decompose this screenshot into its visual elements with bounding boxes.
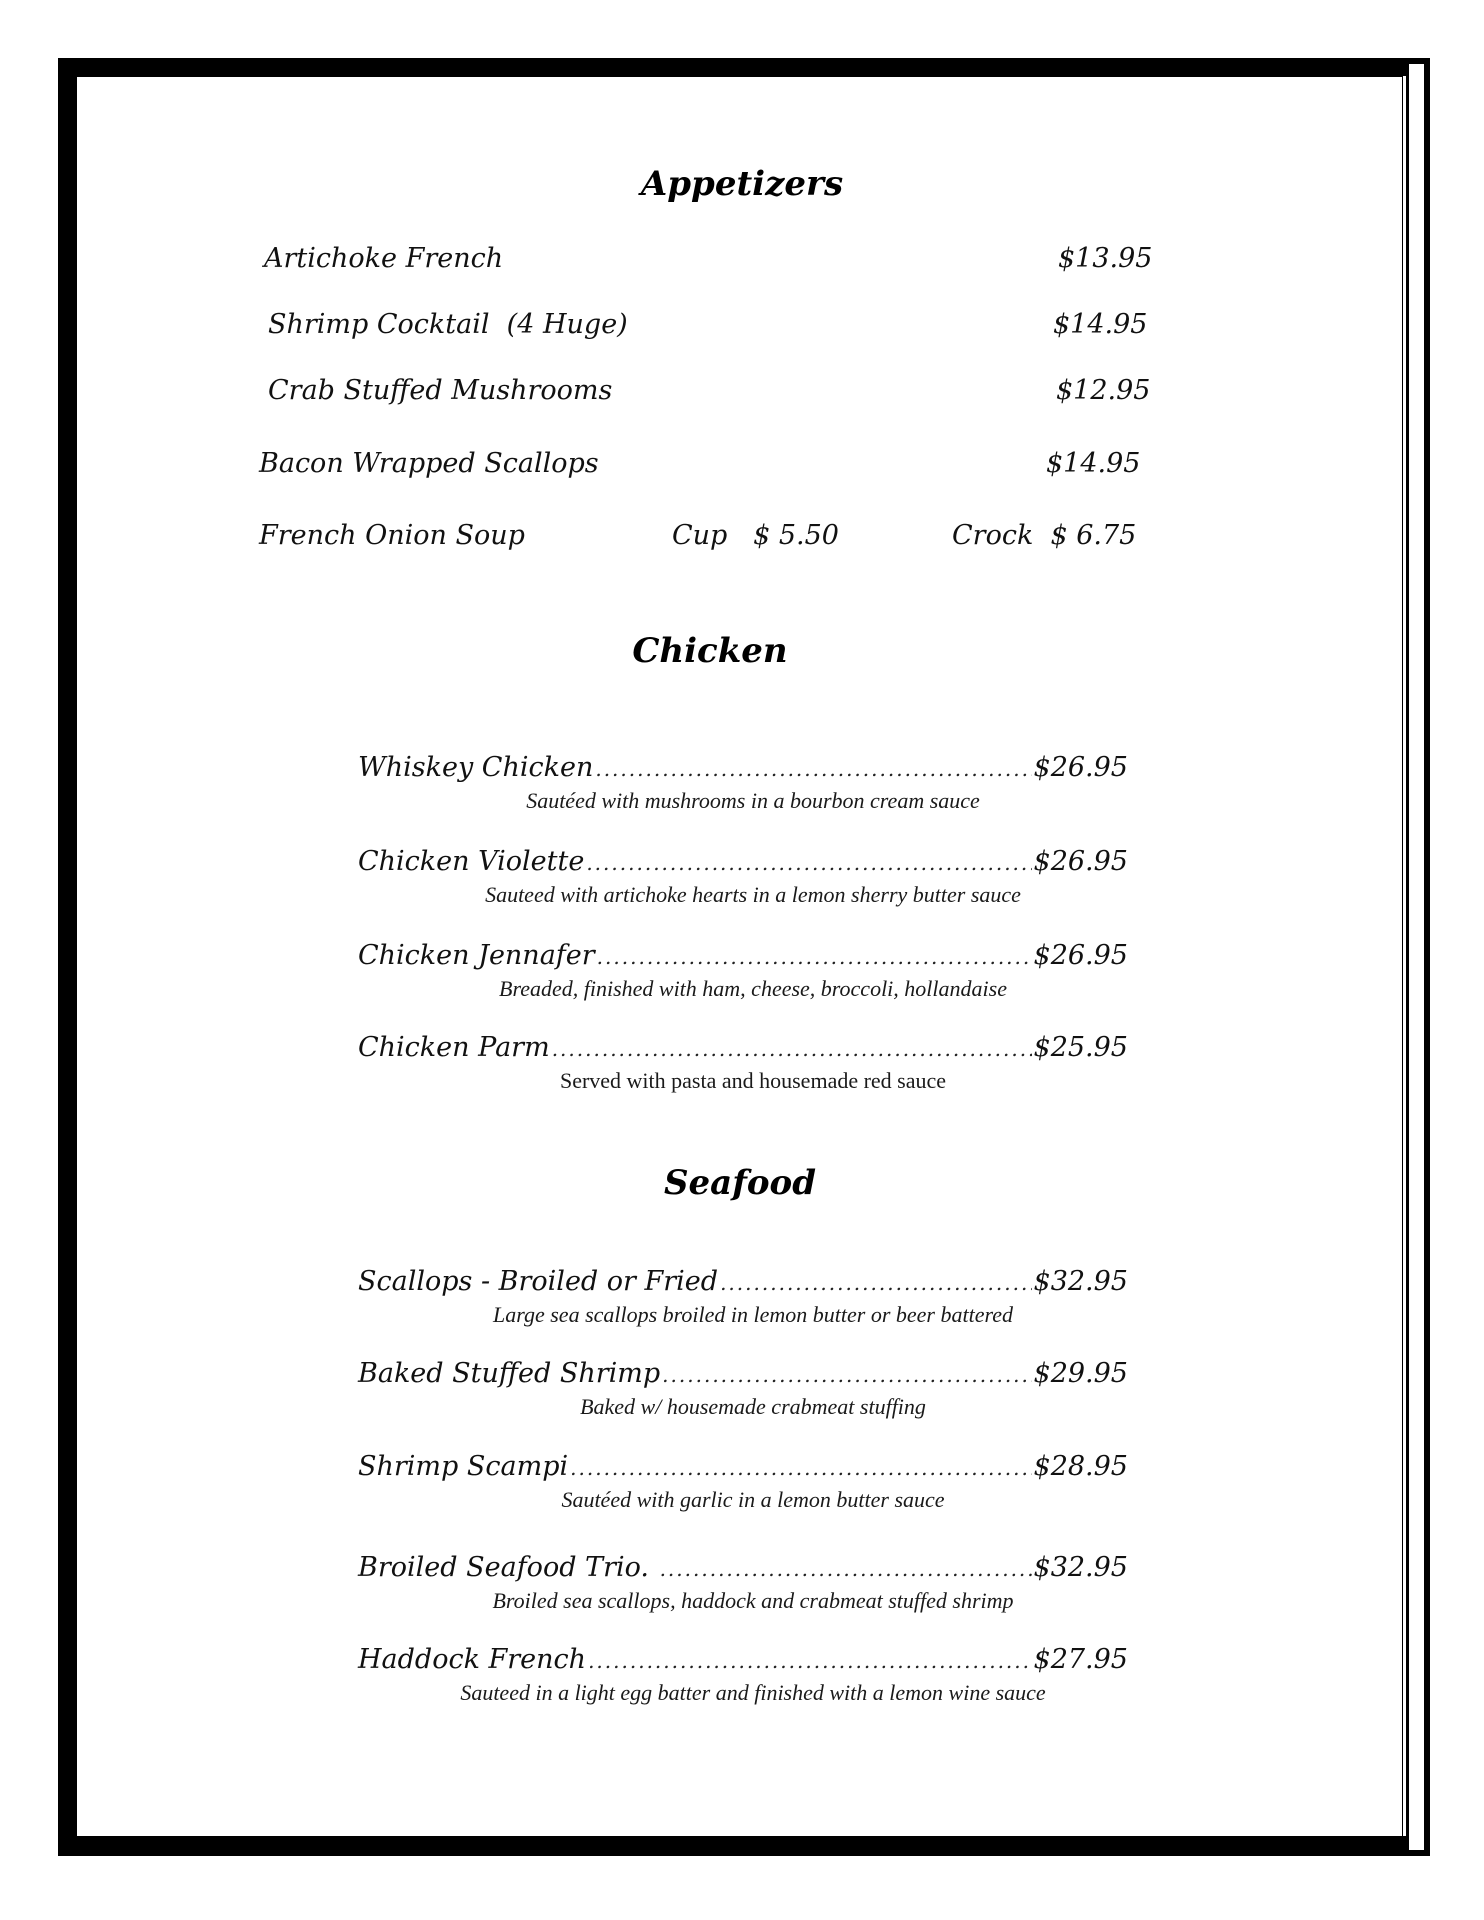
appetizer-name: Artichoke French — [264, 243, 504, 274]
dish-price: $32.95 — [1033, 1552, 1128, 1583]
dish-description: Breaded, finished with ham, cheese, broccoli, hollandaise — [499, 976, 1007, 1001]
dish-price: $29.95 — [1033, 1358, 1128, 1389]
dish-description: Broiled sea scallops, haddock and crabmeat stuffed shrimp — [492, 1588, 1014, 1613]
dot-leader — [588, 1649, 1031, 1673]
chicken-item — [358, 940, 1128, 1002]
dish-price: $28.95 — [1033, 1451, 1128, 1482]
dot-leader — [720, 1271, 1031, 1295]
seafood-item — [358, 1552, 1128, 1614]
dot-leader — [660, 1557, 1032, 1581]
dish-price: $27.95 — [1033, 1644, 1128, 1675]
dot-leader — [570, 1456, 1031, 1480]
seafood-item — [358, 1358, 1128, 1420]
seafood-item — [358, 1266, 1128, 1328]
dish-price: $32.95 — [1033, 1266, 1128, 1297]
dish-description: Sauteed with artichoke hearts in a lemon sherry butter sauce — [485, 882, 1021, 907]
dish-name: Shrimp Scampi — [358, 1451, 569, 1482]
dish-price: $26.95 — [1033, 940, 1128, 971]
dish-name: Chicken Violette — [358, 846, 585, 877]
dish-description: Sautéed with mushrooms in a bourbon cream sauce — [526, 788, 980, 813]
soup-name: French Onion Soup — [259, 520, 525, 551]
dot-leader — [595, 757, 1031, 781]
dish-name: Baked Stuffed Shrimp — [358, 1358, 661, 1389]
chicken-heading: Chicken — [632, 631, 788, 671]
dot-leader — [662, 1363, 1031, 1387]
dish-name: Chicken Jennafer — [358, 940, 595, 971]
dot-leader — [552, 1037, 1032, 1061]
chicken-item — [358, 846, 1128, 908]
appetizer-price: $12.95 — [1056, 375, 1151, 406]
dish-price: $26.95 — [1033, 752, 1128, 783]
appetizer-name: Shrimp Cocktail (4 Huge) — [268, 309, 628, 340]
dish-name: Whiskey Chicken — [358, 752, 594, 783]
dish-price: $25.95 — [1033, 1032, 1128, 1063]
dish-description: Sauteed in a light egg batter and finished with a lemon wine sauce — [460, 1680, 1046, 1705]
dish-description: Sautéed with garlic in a lemon butter sauce — [561, 1487, 945, 1512]
dish-description: Served with pasta and housemade red sauce — [559, 1068, 947, 1093]
dish-price: $26.95 — [1033, 846, 1128, 877]
dot-leader — [586, 851, 1031, 875]
seafood-item — [358, 1644, 1128, 1706]
appetizer-price: $14.95 — [1053, 309, 1148, 340]
dish-description: Large sea scallops broiled in lemon butter or beer battered — [493, 1302, 1013, 1327]
appetizer-price: $14.95 — [1046, 448, 1141, 479]
dish-name: Chicken Parm — [358, 1032, 550, 1063]
soup-cup-price: Cup $ 5.50 — [672, 520, 839, 551]
seafood-heading: Seafood — [664, 1163, 816, 1203]
dot-leader — [597, 945, 1032, 969]
dish-name: Haddock French — [358, 1644, 587, 1675]
soup-crock-price: Crock $ 6.75 — [952, 520, 1137, 551]
chicken-item — [358, 1032, 1128, 1094]
appetizer-name: Bacon Wrapped Scallops — [259, 448, 599, 479]
chicken-item — [358, 752, 1128, 814]
appetizer-price: $13.95 — [1058, 243, 1153, 274]
appetizer-name: Crab Stuffed Mushrooms — [268, 375, 613, 406]
appetizers-heading: Appetizers — [640, 164, 844, 204]
dish-name: Broiled Seafood Trio. — [358, 1552, 658, 1583]
dish-name: Scallops - Broiled or Fried — [358, 1266, 719, 1297]
seafood-item — [358, 1451, 1128, 1513]
dish-description: Baked w/ housemade crabmeat stuffing — [580, 1394, 926, 1419]
